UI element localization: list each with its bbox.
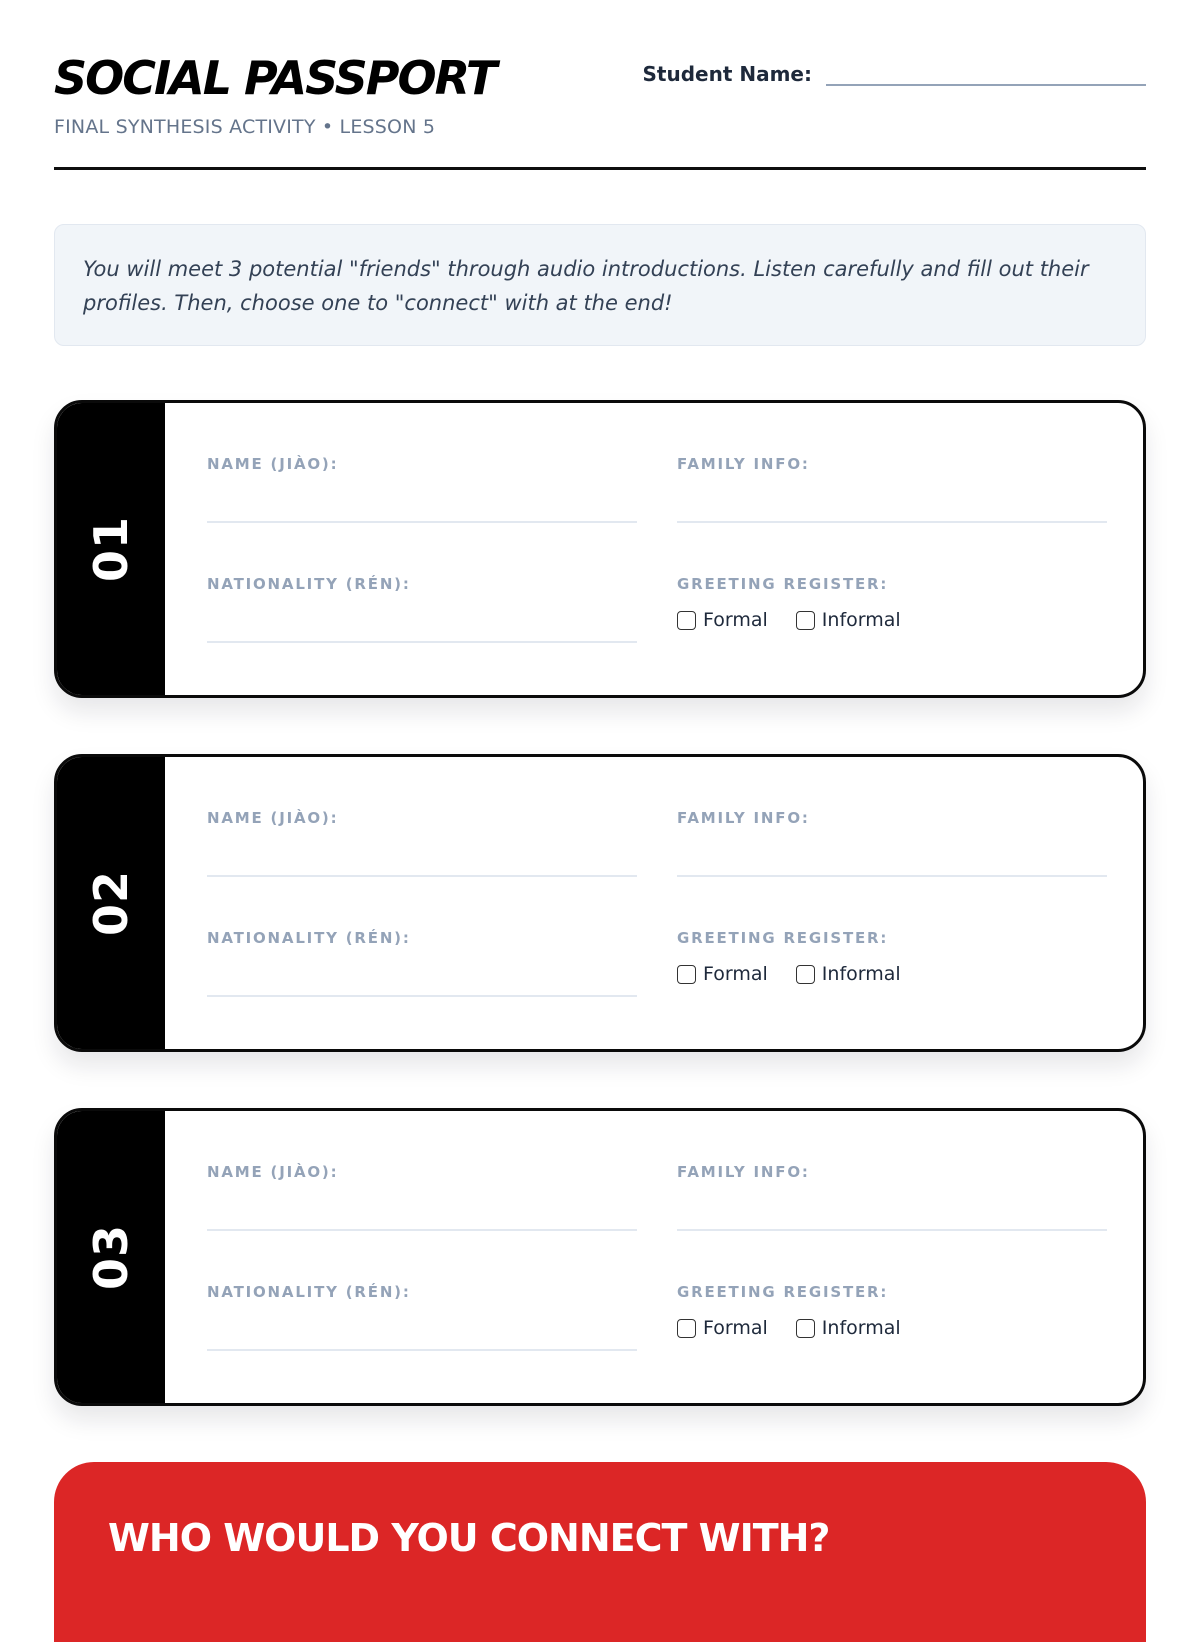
greeting-register-label: GREETING REGISTER: [677,929,889,947]
informal-label: Informal [821,1317,901,1339]
connect-section [54,1462,1146,1642]
formal-label: Formal [703,1317,768,1339]
family-label: FAMILY INFO: [677,455,810,473]
student-name-label: Student Name: [642,62,812,86]
nationality-label: NATIONALITY (RÉN): [207,929,411,947]
name-label: NAME (JIÀO): [207,809,339,827]
name-field [207,455,637,523]
nationality-field [207,929,637,997]
profile-card-2 [54,754,1146,1052]
informal-checkbox[interactable] [796,965,815,984]
formal-label: Formal [703,609,768,631]
greeting-options [677,963,1107,985]
page-title: SOCIAL PASSPORT [54,51,496,105]
greeting-options [677,1317,1107,1339]
family-field [677,1163,1107,1231]
name-label: NAME (JIÀO): [207,1163,339,1181]
informal-checkbox[interactable] [796,611,815,630]
name-input-line[interactable] [207,521,637,523]
profile-card-1 [54,400,1146,698]
family-input-line[interactable] [677,1229,1107,1231]
family-label: FAMILY INFO: [677,809,810,827]
name-field [207,809,637,877]
greeting-register-label: GREETING REGISTER: [677,575,889,593]
greeting-register-field [677,1283,1107,1339]
family-input-line[interactable] [677,521,1107,523]
nationality-input-line[interactable] [207,641,637,643]
instructions-box: You will meet 3 potential "friends" through audio introductions. Listen carefully and fill out their profiles. Then, choose one to "connect" with at the end! [54,224,1146,346]
profile-card-3 [54,1108,1146,1406]
informal-label: Informal [821,609,901,631]
formal-option[interactable] [677,1317,768,1339]
card-number: 01 [83,515,138,583]
nationality-label: NATIONALITY (RÉN): [207,1283,411,1301]
nationality-input-line[interactable] [207,995,637,997]
formal-checkbox[interactable] [677,1319,696,1338]
nationality-label: NATIONALITY (RÉN): [207,575,411,593]
name-field [207,1163,637,1231]
formal-label: Formal [703,963,768,985]
informal-checkbox[interactable] [796,1319,815,1338]
card-number-tab [57,757,165,1049]
formal-option[interactable] [677,963,768,985]
nationality-input-line[interactable] [207,1349,637,1351]
card-number-tab [57,1111,165,1403]
page-subtitle: FINAL SYNTHESIS ACTIVITY • LESSON 5 [54,116,436,138]
informal-option[interactable] [796,1317,901,1339]
formal-option[interactable] [677,609,768,631]
informal-option[interactable] [796,609,901,631]
connect-title: WHO WOULD YOU CONNECT WITH? [108,1516,830,1560]
card-number: 02 [83,869,138,937]
informal-label: Informal [821,963,901,985]
formal-checkbox[interactable] [677,611,696,630]
formal-checkbox[interactable] [677,965,696,984]
greeting-options [677,609,1107,631]
card-number: 03 [83,1223,138,1291]
nationality-field [207,575,637,643]
greeting-register-field [677,575,1107,631]
student-name-row [643,56,1146,86]
family-label: FAMILY INFO: [677,1163,810,1181]
greeting-register-field [677,929,1107,985]
family-input-line[interactable] [677,875,1107,877]
name-label: NAME (JIÀO): [207,455,339,473]
greeting-register-label: GREETING REGISTER: [677,1283,889,1301]
student-name-field[interactable] [826,56,1146,86]
family-field [677,455,1107,523]
name-input-line[interactable] [207,875,637,877]
name-input-line[interactable] [207,1229,637,1231]
family-field [677,809,1107,877]
card-number-tab [57,403,165,695]
nationality-field [207,1283,637,1351]
page-header [54,0,1146,170]
informal-option[interactable] [796,963,901,985]
